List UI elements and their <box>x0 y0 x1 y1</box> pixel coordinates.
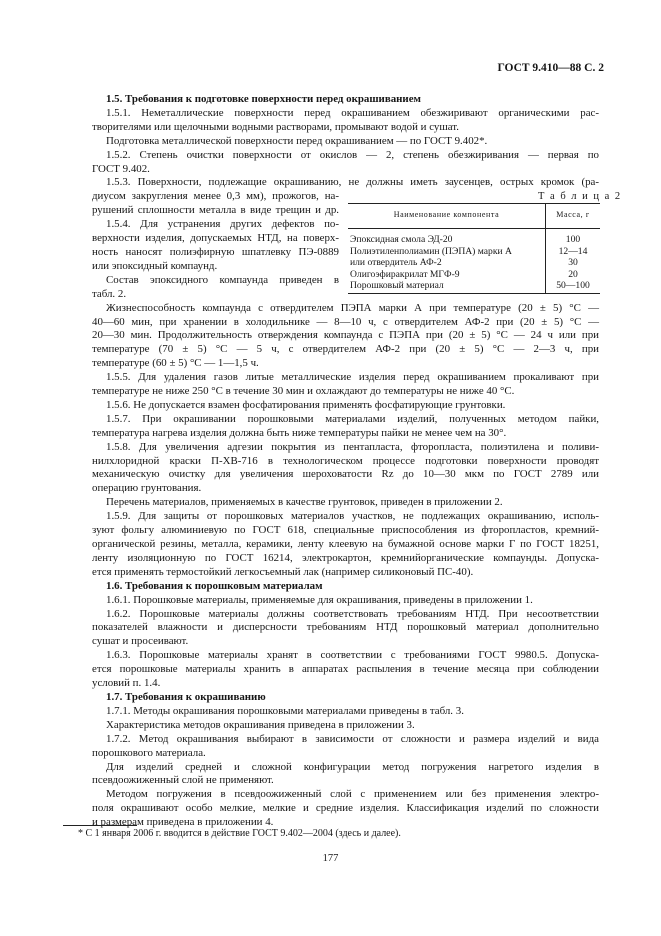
text-line: 1.7.1. Методы окрашивания порошковыми материалами приведены в табл. 3. <box>106 704 464 717</box>
text-line: ется применять термостойкий легкосъемный лак (например силиконовый ПС-40). <box>92 565 474 578</box>
text-line: псевдоожиженный слой не применяют. <box>92 774 274 787</box>
text-line: верхности изделия, допускаемых НТД, на поверх- <box>92 232 339 245</box>
page-number: 177 <box>322 853 339 864</box>
section-title: 1.6. Требования к порошковым материалам <box>106 579 323 592</box>
table-caption: Т а б л и ц а 2 <box>538 191 622 202</box>
table-cell-mass: 30 <box>546 257 601 268</box>
text-line: 1.5.3. Поверхности, подлежащие окрашиванию, не должны иметь заусенцев, острых кромок (ра- <box>106 176 599 189</box>
text-line: механическую очистку для увеличения шероховатости Rz до 10—30 мкм по ГОСТ 2789 или <box>92 468 599 481</box>
table-cell-mass: 100 <box>546 229 601 246</box>
text-line: творителями или щелочными водными растворами, промывают водой и сушат. <box>92 120 459 133</box>
text-line: Подготовка металлической поверхности перед окрашиванием — по ГОСТ 9.402*. <box>106 134 488 147</box>
text-line: условий п. 1.4. <box>92 677 161 690</box>
text-line: табл. 2. <box>92 287 127 300</box>
text-line: 1.5.7. При окрашивании порошковыми материалами изделий, полученных методом пайки, <box>106 412 599 425</box>
text-line: 1.6.3. Порошковые материалы хранят в соответствии с требованиями ГОСТ 9980.5. Допуска- <box>106 649 599 662</box>
text-line: температуре (70 ± 5) °С — 5 ч, с отвердителем АФ-2 при (20 ± 5) °С — 2—3 ч, при <box>92 343 599 356</box>
text-line: операцию грунтования. <box>92 482 202 495</box>
footnote: * С 1 января 2006 г. вводится в действие ГОСТ 9.402—2004 (здесь и далее). <box>78 828 401 839</box>
text-line: 1.5.9. Для защиты от порошковых материалов участков, не подлежащих окрашиванию, исполь- <box>106 510 599 523</box>
text-line: ность наносят полиэфирную шпатлевку ПЭ-0889 <box>92 245 339 258</box>
table-header-mass: Масса, г <box>546 204 601 229</box>
text-line: органической резины, металла, керамики, ленту клеевую на бумажной основе марки Г по ГОСТ 18251, <box>92 538 599 550</box>
text-line: 1.5.5. Для удаления газов литые металлические изделия перед окрашиванием прокаливают при <box>106 371 599 384</box>
text-line: 40—60 мин, при хранении в холодильнике — 8—10 ч, с отвердителем АФ-2 при (20 ± 5) °С — <box>92 315 599 328</box>
text-line: 20—30 мин. Продолжительность отверждения компаунда с ПЭПА при (20 ± 5) °С — 24 ч или при <box>92 329 599 342</box>
table-cell-name: Эпоксидная смола ЭД-20 <box>350 234 453 246</box>
text-line: 1.7.2. Метод окрашивания выбирают в зависимости от сложности и размера изделий и вида <box>106 732 599 745</box>
page-header: ГОСТ 9.410—88 С. 2 <box>497 62 604 74</box>
text-line: и размерам приведена в приложении 4. <box>92 816 274 829</box>
table-cell-name: Порошковый материал <box>348 280 546 294</box>
text-line: диусом закругления менее 0,3 мм), прожогов, на- <box>92 190 339 203</box>
footnote-divider <box>63 825 137 826</box>
text-line: ГОСТ 9.402. <box>92 162 150 175</box>
table-header-component: Наименование компонента <box>348 204 546 229</box>
text-line: 1.6.1. Порошковые материалы, применяемые для окрашивания, приведены в приложении 1. <box>106 593 533 606</box>
text-line: температуре (60 ± 5) °С — 1—1,5 ч. <box>92 357 259 370</box>
text-line: порошкового материала. <box>92 746 206 759</box>
text-line: или эпоксидный компаунд. <box>92 259 218 272</box>
text-line: 1.5.6. Не допускается взамен фосфатирования применять фосфатирующие грунтовки. <box>106 398 506 411</box>
text-line: 1.5.2. Степень очистки поверхности от окислов — 2, степень обезжиривания — первая по <box>106 148 599 161</box>
text-line: сушат и просеивают. <box>92 635 189 648</box>
text-line: Перечень материалов, применяемых в качестве грунтовок, приведен в приложении 2. <box>106 496 503 509</box>
table-cell-mass: 12—14 <box>546 246 601 257</box>
text-line: 1.5.1. Неметаллические поверхности перед окрашиванием обезжиривают органическими рас- <box>106 106 599 119</box>
table-cell-name: Олигоэфиракрилат МГФ-9 <box>350 268 460 280</box>
text-line: температуре не ниже 250 °С в течение 30 мин и охлаждают до температуры не ниже 40 °С. <box>92 385 515 398</box>
text-line: Для изделий средней и сложной конфигурации метод погружения нагретого изделия в <box>106 760 599 773</box>
text-line: рушений сплошности металла в виде трещин и др. <box>92 204 339 217</box>
text-line: Состав эпоксидного компаунда приведен в <box>106 273 339 286</box>
table-cell-name: Полиэтиленполиамин (ПЭПА) марки А <box>350 245 512 257</box>
text-line: 1.5.4. Для устранения других дефектов по- <box>106 218 339 231</box>
text-line: 1.6.2. Порошковые материалы должны соответствовать требованиям НТД. При несоответствии <box>106 607 599 620</box>
text-line: зуют фольгу алюминиевую по ГОСТ 618, специальные приспособления из фторопластов, кремний- <box>92 524 599 537</box>
text-line: Методом погружения в псевдоожиженный слой с применением или без применения электро- <box>106 788 599 801</box>
section-title: 1.7. Требования к окрашиванию <box>106 690 266 703</box>
text-line: 1.5.8. Для увеличения адгезии покрытия из пентапласта, фторопласта, полиэтилена и поливи- <box>106 440 599 453</box>
text-line: нилхлоридной краски П-ХВ-716 в технологическом процессе подготовки поверхности проводят <box>92 454 599 467</box>
section-title: 1.5. Требования к подготовке поверхности перед окрашиванием <box>106 93 421 105</box>
table-cell-name: или отвердитель АФ-2 <box>350 257 442 269</box>
text-line: поля окрашивают особо мелкие, мелкие и средние изделия. Классификация изделий по сложности <box>92 802 599 815</box>
table-cell-mass: 50—100 <box>546 280 601 294</box>
text-line: показателей влажности и дисперсности требованиям НТД порошковый материал дополнительно <box>92 621 599 634</box>
text-line: ленту изоляционную по ГОСТ 16214, электрокартон, кремнийорганические компаунды. Допуска- <box>92 551 599 564</box>
text-line: Жизнеспособность компаунда с отвердителем ПЭПА марки А при температуре (20 ± 5) °С — <box>106 301 599 314</box>
table-cell-mass: 20 <box>546 269 601 280</box>
text-line: Характеристика методов окрашивания приведена в приложении 3. <box>106 718 415 731</box>
body-text <box>92 93 599 830</box>
text-line: ется порошковые материалы хранить в аппаратах распыления в течение месяца при соблюдении <box>92 663 599 676</box>
text-line: температура нагрева изделия должна быть ниже температуры пайки не менее чем на 30°. <box>92 426 507 439</box>
